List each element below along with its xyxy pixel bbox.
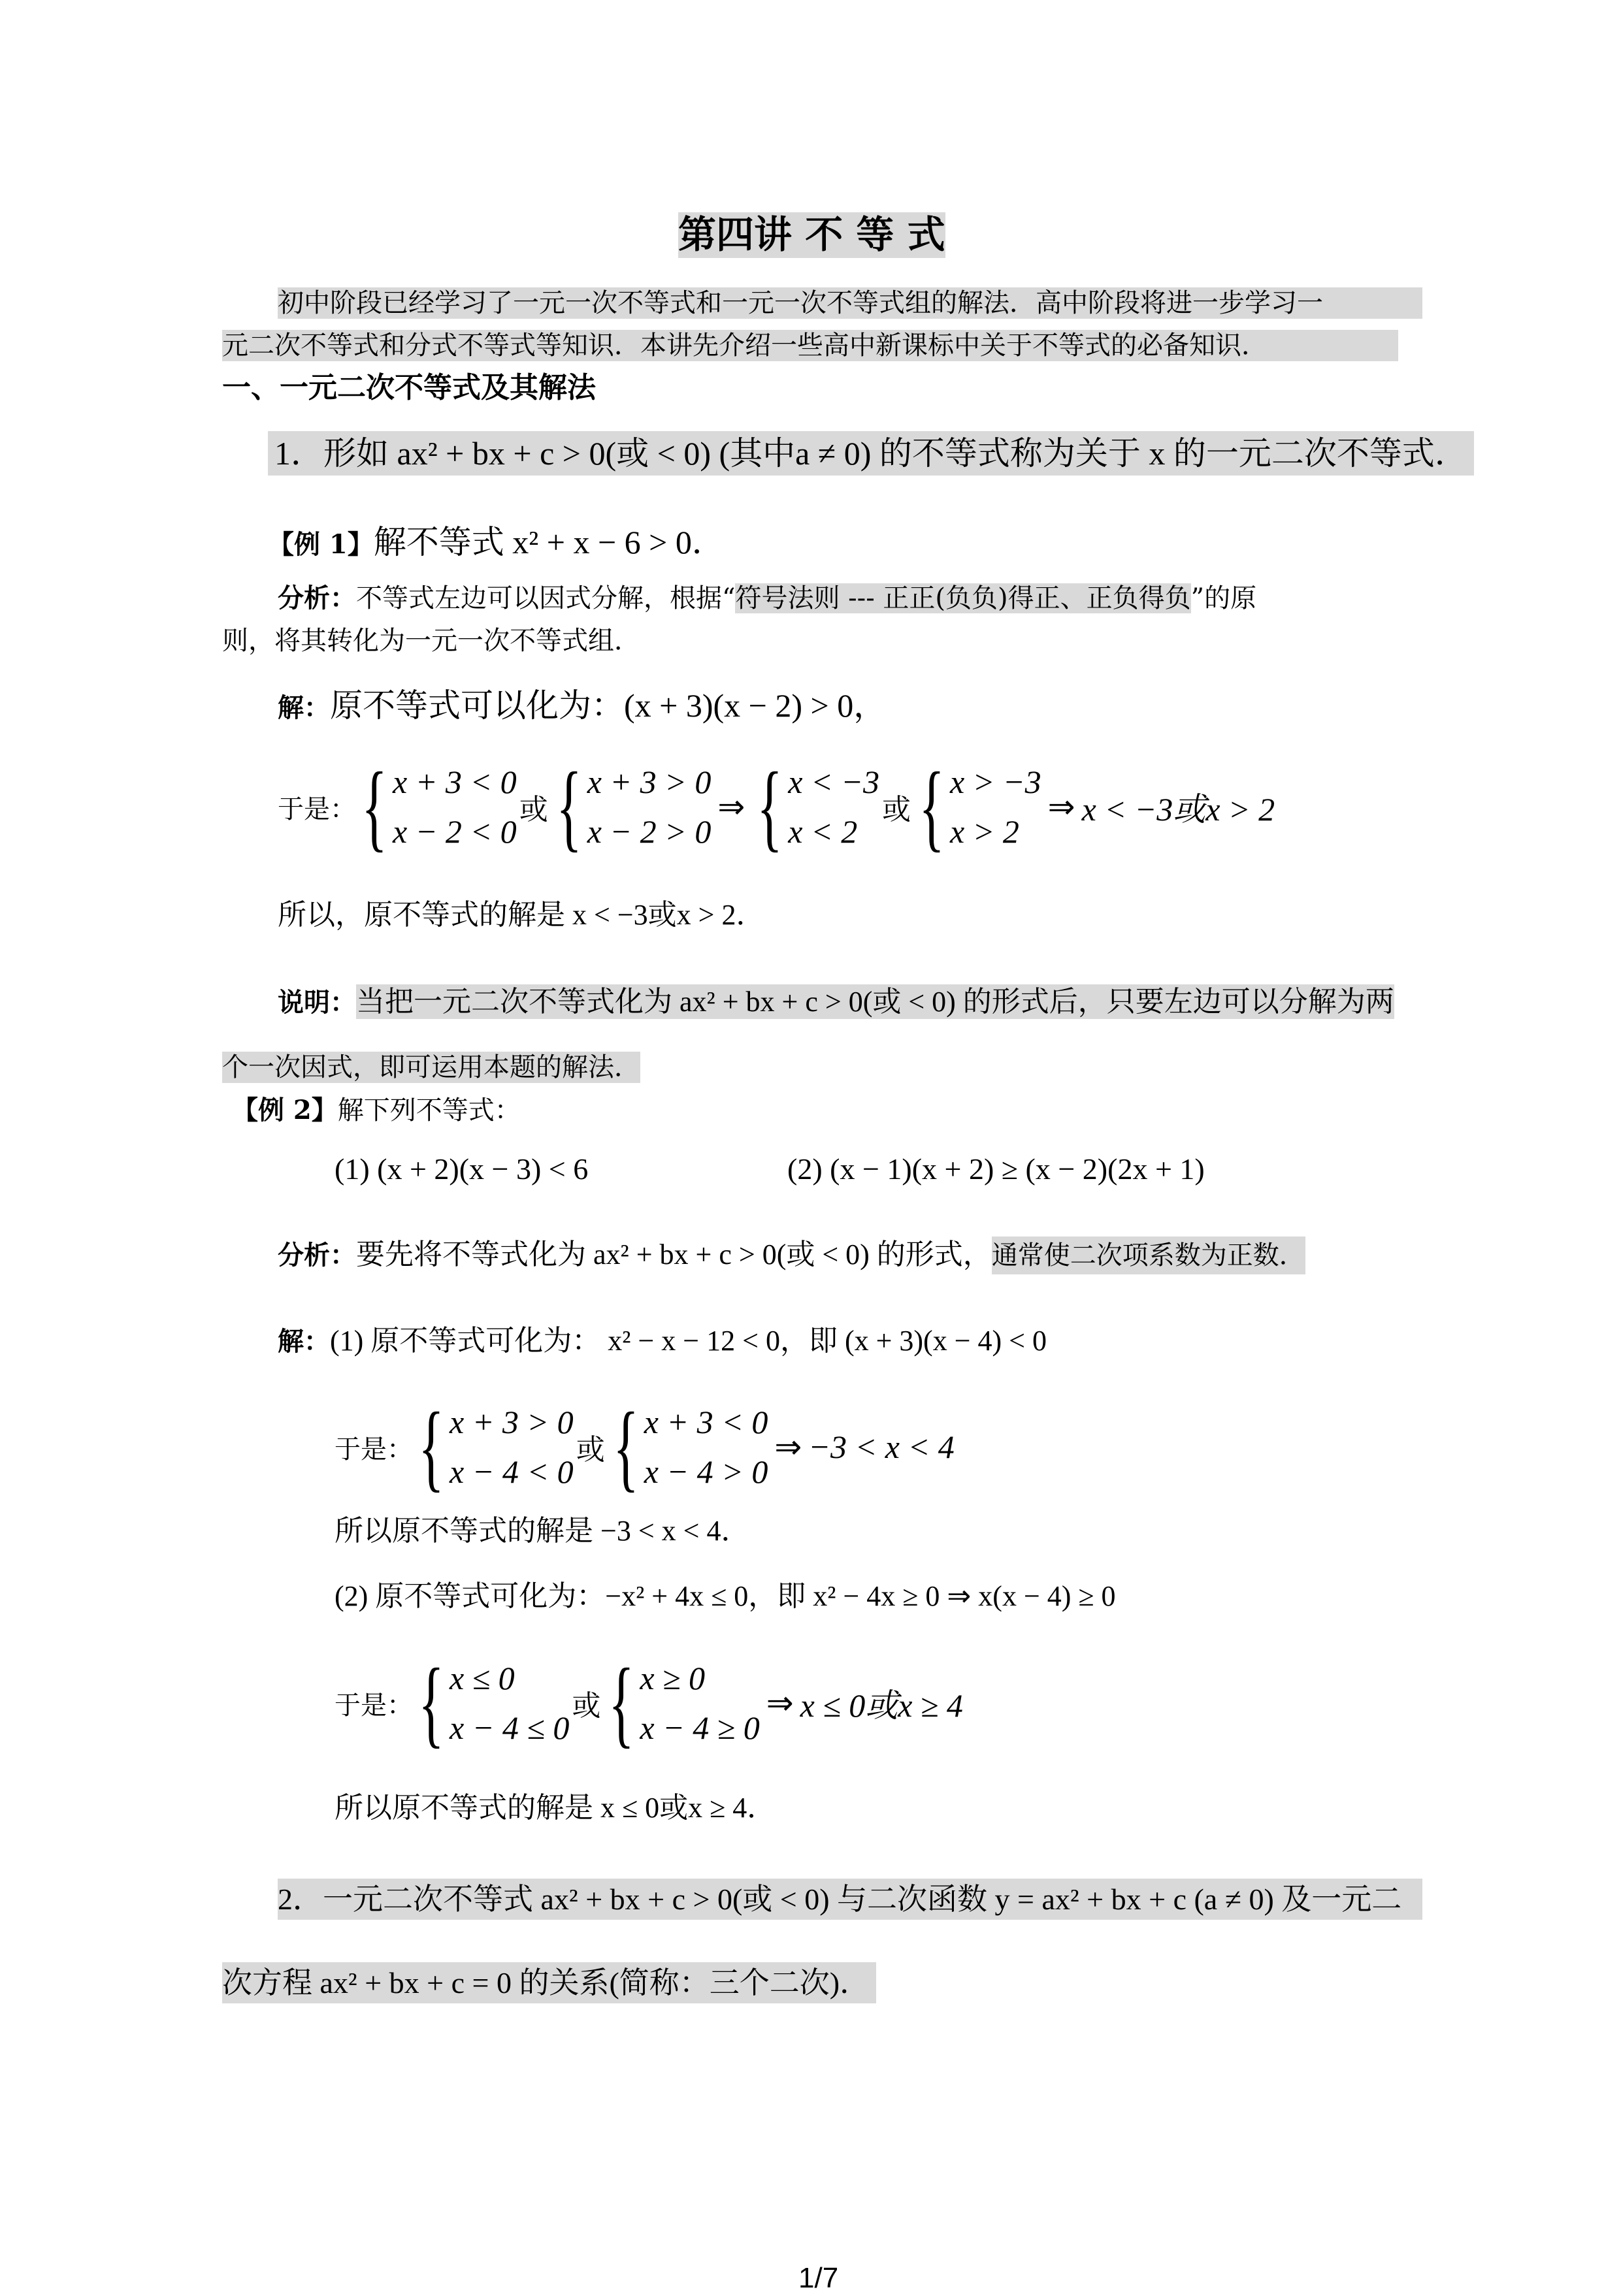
- problem-1: (1) (x + 2)(x − 3) < 6: [335, 1152, 589, 1186]
- brace-icon: {: [919, 752, 945, 861]
- system-row: x − 2 > 0: [587, 813, 712, 850]
- system-result: −3 < x < 4: [808, 1429, 955, 1465]
- example-label: 【例 1】: [268, 529, 374, 560]
- analysis-text-end: ”的原: [1190, 583, 1257, 613]
- conclusion-2-1: 所以原不等式的解是 −3 < x < 4．: [335, 1515, 750, 1547]
- note-line-2: 个一次因式，即可运用本题的解法．: [222, 1052, 640, 1082]
- or-text: 或: [519, 793, 548, 826]
- implies-symbol: ⇒: [774, 1429, 802, 1465]
- implies-symbol: ⇒: [1047, 788, 1075, 825]
- system-row: x ≤ 0: [450, 1660, 515, 1696]
- system-2: [335, 1393, 955, 1501]
- brace-icon: {: [757, 752, 783, 861]
- system-row: x − 4 ≤ 0: [450, 1709, 570, 1746]
- analysis-label: 分析：: [278, 583, 356, 613]
- example-text: 解下列不等式：: [337, 1095, 521, 1125]
- analysis-1-line-2: 则，将其转化为一元一次不等式组．: [222, 626, 640, 656]
- example-2: [232, 1095, 521, 1126]
- system-result: x < −3或x > 2: [1081, 791, 1275, 828]
- brace-icon: {: [612, 1393, 639, 1501]
- system-row: x > 2: [949, 813, 1019, 850]
- analysis-text: 要先将不等式化为 ax² + bx + c > 0(或 < 0) 的形式，: [356, 1238, 992, 1270]
- definition-item-2-line-1: 2．一元二次不等式 ax² + bx + c > 0(或 < 0) 与二次函数 y = ax² + bx + c (a ≠ 0) 及一元二: [278, 1879, 1422, 1920]
- system-row: x < 2: [788, 813, 858, 850]
- implies-symbol: ⇒: [717, 788, 745, 825]
- system-row: x + 3 > 0: [587, 764, 712, 800]
- example-1: [268, 523, 725, 562]
- note-label: 说明：: [278, 987, 356, 1018]
- system-label: 于是：: [335, 1690, 413, 1721]
- brace-icon: {: [418, 1393, 444, 1501]
- or-text: 或: [572, 1689, 601, 1722]
- system-row: x − 4 ≥ 0: [640, 1709, 760, 1746]
- intro-line-2: 元二次不等式和分式不等式等知识．本讲先介绍一些高中新课标中关于不等式的必备知识．: [222, 330, 1398, 361]
- system-row: x − 4 > 0: [644, 1453, 768, 1490]
- page-title: 第四讲 不 等 式: [678, 212, 945, 257]
- example-label: 【例 2】: [232, 1095, 338, 1125]
- system-1: [278, 752, 1275, 861]
- definition-item-2-line-2: 次方程 ax² + bx + c = 0 的关系(简称：三个二次)．: [222, 1962, 876, 2003]
- or-text: 或: [881, 793, 911, 826]
- system-row: x < −3: [788, 764, 879, 800]
- solution-text: 原不等式可以化为：(x + 3)(x − 2) > 0，: [330, 687, 887, 724]
- note: [278, 985, 1394, 1020]
- brace-icon: {: [418, 1649, 444, 1757]
- or-text: 或: [576, 1433, 605, 1466]
- analysis-highlight: 通常使二次项系数为正数．: [992, 1237, 1305, 1274]
- section-heading: 一、一元二次不等式及其解法: [222, 371, 596, 404]
- example-text: 解不等式 x² + x − 6 > 0．: [373, 524, 725, 560]
- system-row: x ≥ 0: [640, 1660, 706, 1696]
- system-row: x + 3 < 0: [644, 1404, 768, 1440]
- solution-label: 解：: [278, 692, 330, 723]
- analysis-label: 分析：: [278, 1240, 356, 1270]
- solution-2-part-1: [278, 1324, 1047, 1359]
- solution-2-part-2: (2) 原不等式可化为：−x² + 4x ≤ 0，即 x² − 4x ≥ 0 ⇒ x(x − 4) ≥ 0: [335, 1580, 1116, 1612]
- definition-item-1: 1．形如 ax² + bx + c > 0(或 < 0) (其中a ≠ 0) 的不等式称为关于 x 的一元二次不等式．: [268, 431, 1474, 476]
- system-label: 于是：: [335, 1434, 413, 1464]
- solution-text: (1) 原不等式可化为： x² − x − 12 < 0，即 (x + 3)(x − 4) < 0: [330, 1325, 1047, 1357]
- analysis-2: [278, 1238, 1305, 1272]
- system-row: x + 3 < 0: [393, 764, 517, 800]
- page-number: 1/7: [798, 2262, 839, 2294]
- brace-icon: {: [555, 752, 582, 861]
- system-label: 于是：: [278, 794, 356, 824]
- analysis-1: [278, 583, 1256, 614]
- solution-label: 解：: [278, 1326, 330, 1357]
- system-row: x − 2 < 0: [393, 813, 517, 850]
- system-row: x − 4 < 0: [450, 1453, 574, 1490]
- intro-line-1: 初中阶段已经学习了一元一次不等式和一元一次不等式组的解法．高中阶段将进一步学习一: [278, 287, 1422, 319]
- analysis-text: 不等式左边可以因式分解，根据“: [356, 583, 736, 613]
- brace-icon: {: [608, 1649, 635, 1757]
- conclusion-1: 所以，原不等式的解是 x < −3或x > 2．: [278, 899, 765, 931]
- problem-2: (2) (x − 1)(x + 2) ≥ (x − 2)(2x + 1): [787, 1152, 1205, 1186]
- analysis-highlight: 符号法则 --- 正正(负负)得正、正负得负: [735, 583, 1191, 613]
- system-row: x + 3 > 0: [450, 1404, 574, 1440]
- conclusion-2-2: 所以原不等式的解是 x ≤ 0或x ≥ 4．: [335, 1792, 776, 1824]
- implies-symbol: ⇒: [766, 1685, 794, 1721]
- brace-icon: {: [361, 752, 387, 861]
- note-line-1: 当把一元二次不等式化为 ax² + bx + c > 0(或 < 0) 的形式后，只要左边可以分解为两: [356, 986, 1394, 1018]
- solution-1: [278, 686, 886, 725]
- system-3: [335, 1649, 963, 1757]
- system-row: x > −3: [949, 764, 1041, 800]
- system-result: x ≤ 0或x ≥ 4: [800, 1687, 963, 1724]
